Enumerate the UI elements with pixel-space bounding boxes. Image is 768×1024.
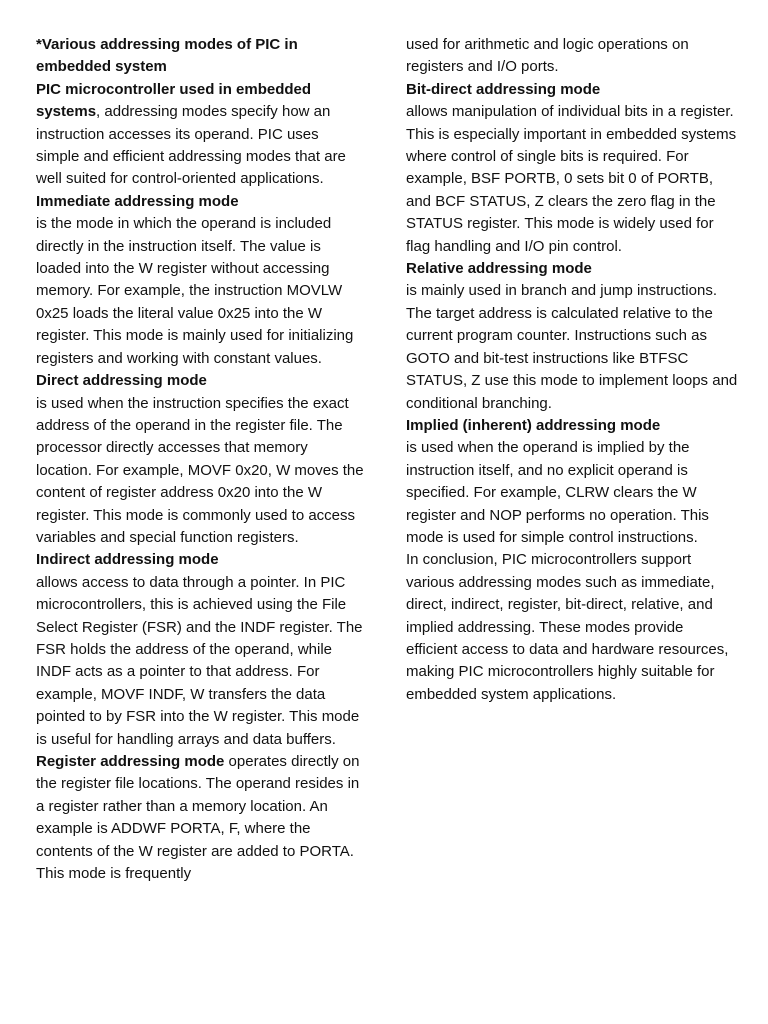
- register-body: operates directly on the register file locations. The operand resides in a register rather than a memory location. An example is ADDWF PORTA, F, where the contents of the W register are added to PORTA. This mode is frequently: [36, 753, 360, 883]
- implied-body: is used when the operand is implied by the instruction itself, and no explicit operand is specified. For example, CLRW clears the W register and NOP performs no operation. This mode is used for simple control instructions.: [406, 439, 709, 546]
- register-continuation: used for arithmetic and logic operations on registers and I/O ports.: [406, 36, 689, 76]
- intro-lead: PIC microcontroller used in embedded systems: [36, 80, 312, 121]
- immediate-heading: Immediate addressing mode: [36, 192, 239, 210]
- bit-direct-body: allows manipulation of individual bits in a register. This is especially important in embedded systems where control of single bits is required. For example, BSF PORTB, 0 sets bit 0 of PORTB, and BCF STATUS, Z clears the zero flag in the STATUS register. This mode is widely used for flag handling and I/O pin control.: [406, 103, 737, 255]
- direct-body: is used when the instruction specifies the exact address of the operand in the register file. The processor directly accesses that memory location. For example, MOVF 0x20, W moves the content of register address 0x20 into the W register. This mode is commonly used to access variables and special function registers.: [36, 394, 364, 546]
- left-column: [36, 34, 366, 885]
- indirect-heading: Indirect addressing mode: [36, 551, 219, 569]
- register-paragraph: [36, 751, 366, 885]
- register-heading: Register addressing mode: [36, 753, 225, 770]
- bit-direct-heading: Bit-direct addressing mode: [406, 80, 601, 98]
- implied-heading: Implied (inherent) addressing mode: [406, 416, 661, 434]
- relative-heading: Relative addressing mode: [406, 260, 592, 278]
- direct-heading: Direct addressing mode: [36, 372, 207, 390]
- conclusion-paragraph: In conclusion, PIC microcontrollers support various addressing modes such as immediate, direct, indirect, register, bit-direct, relative, and implied addressing. These modes provide efficient access to data and hardware resources, making PIC microcontrollers highly suitable for embedded system applications.: [406, 551, 729, 703]
- immediate-body: is the mode in which the operand is included directly in the instruction itself. The value is loaded into the W register without accessing memory. For example, the instruction MOVLW 0x25 loads the literal value 0x25 into the W register. This mode is mainly used for initializing registers and working with constant values.: [36, 215, 354, 367]
- page-title: *Various addressing modes of PIC in embedded system: [36, 36, 298, 76]
- indirect-body: allows access to data through a pointer. In PIC microcontrollers, this is achieved using the File Select Register (FSR) and the INDF register. The FSR holds the address of the operand, while INDF acts as a pointer to that address. For example, MOVF INDF, W transfers the data pointed to by FSR into the W register. This mode is useful for handling arrays and data buffers.: [36, 573, 363, 748]
- relative-body: is mainly used in branch and jump instructions. The target address is calculated relative to the current program counter. Instructions such as GOTO and bit-test instructions like BTFSC STATUS, Z use this mode to implement loops and conditional branching.: [406, 282, 738, 412]
- right-column: [406, 34, 738, 706]
- intro-text: , addressing modes specify how an instruction accesses its operand. PIC uses simple and efficient addressing modes that are well suited for control-oriented applications.: [36, 103, 346, 188]
- intro-paragraph: [36, 79, 366, 191]
